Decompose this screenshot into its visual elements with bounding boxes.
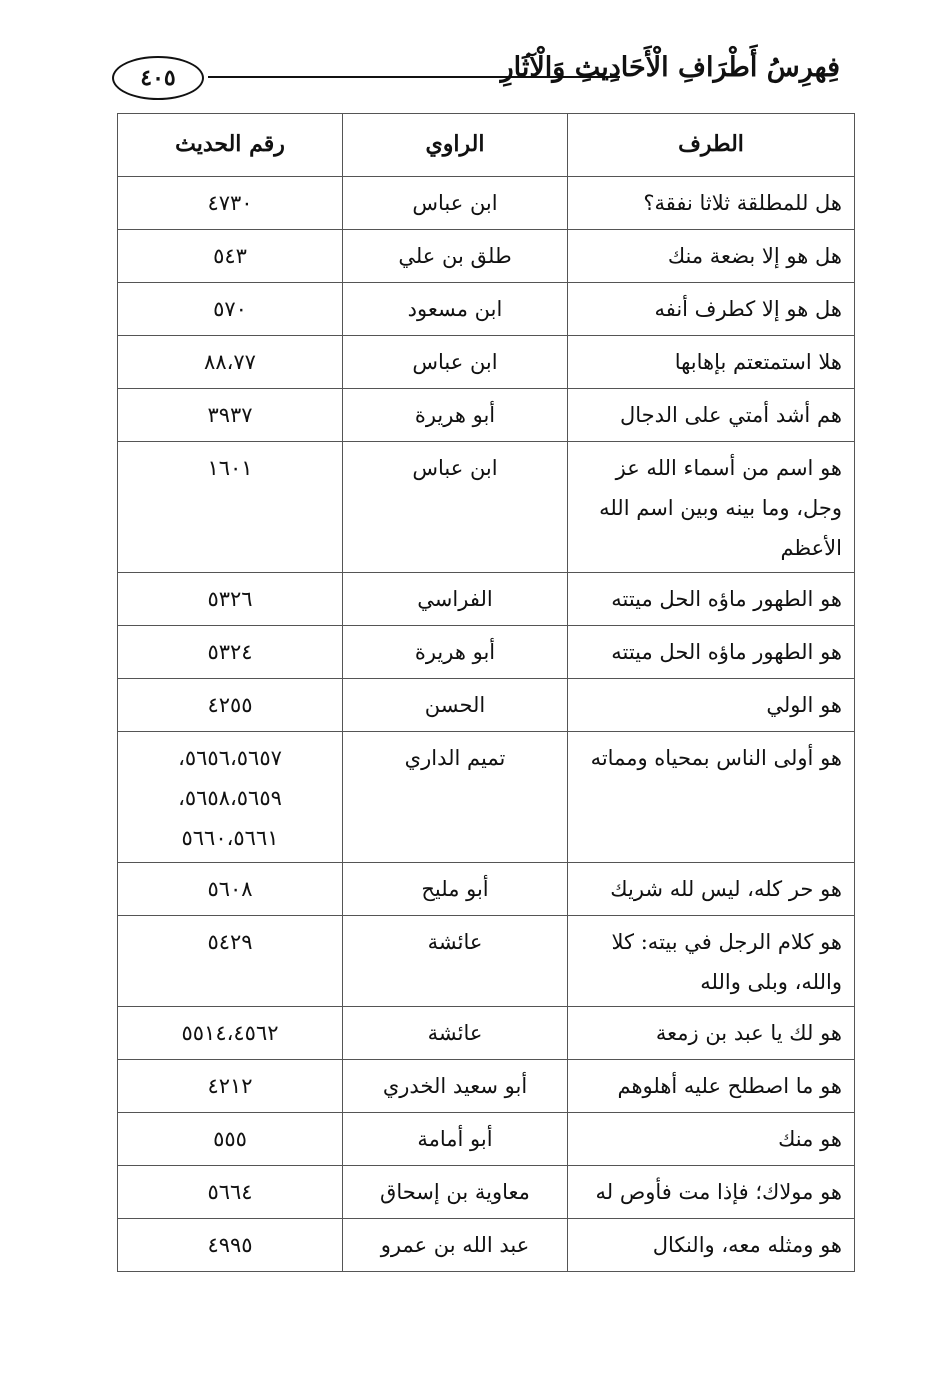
table-row [118,389,855,442]
table-row [118,1060,855,1113]
hadith-number-cell [118,442,343,573]
rawi-cell: أبو هريرة [343,389,568,442]
table-row [118,177,855,230]
hadith-number: ٥٥٥ [213,1127,247,1151]
rawi-cell: عائشة [343,916,568,1007]
rawi-cell: أبو هريرة [343,626,568,679]
taraf-cell: هل هو إلا كطرف أنفه [568,283,855,336]
hadith-number: ٥٤٣ [213,244,247,268]
hadith-number: ٥٥١٤،٤٥٦٢ [181,1021,279,1045]
rawi-cell: ابن عباس [343,442,568,573]
hadith-number: ٥٦٦٤ [207,1180,253,1204]
table-row [118,1113,855,1166]
hadith-number: ٤٢١٢ [207,1074,253,1098]
hadith-number-cell [118,573,343,626]
taraf-cell: هو الولي [568,679,855,732]
table-row [118,863,855,916]
table-row [118,1219,855,1272]
table-row [118,679,855,732]
rawi-cell: أبو مليح [343,863,568,916]
hadith-number: ٥٦٠٨ [207,877,253,901]
rawi-cell: أبو سعيد الخدري [343,1060,568,1113]
table-row [118,442,855,573]
taraf-cell: هو كلام الرجل في بيته: كلا والله، وبلى والله [568,916,855,1007]
hadith-number-cell [118,626,343,679]
taraf-cell: هو حر كله، ليس لله شريك [568,863,855,916]
hadith-number: ٥٣٢٤ [207,640,253,664]
taraf-cell: هو الطهور ماؤه الحل ميتته [568,573,855,626]
rawi-cell: ابن عباس [343,177,568,230]
table-row [118,1166,855,1219]
hadith-number-cell [118,1060,343,1113]
rawi-cell: الفراسي [343,573,568,626]
hadith-number: ٥٦٥٨،٥٦٥٩، [178,786,282,810]
hadith-number: ١٦٠١ [207,456,253,480]
hadith-number-cell [118,732,343,863]
taraf-cell: هو مولاك؛ فإذا مت فأوص له [568,1166,855,1219]
taraf-cell: هو لك يا عبد بن زمعة [568,1007,855,1060]
column-header-rawi: الراوي [343,114,568,177]
hadith-number: ٣٩٣٧ [207,403,253,427]
hadith-number: ٤٩٩٥ [207,1233,253,1257]
column-header-number: رقم الحديث [118,114,343,177]
rawi-cell: عائشة [343,1007,568,1060]
taraf-cell: هلا استمتعتم بإهابها [568,336,855,389]
rawi-cell: ابن عباس [343,336,568,389]
rawi-cell: ابن مسعود [343,283,568,336]
page-number: ٤٠٥ [112,56,204,100]
taraf-cell: هو أولى الناس بمحياه ومماته [568,732,855,863]
taraf-cell: هم أشد أمتي على الدجال [568,389,855,442]
table-row [118,916,855,1007]
column-header-taraf: الطرف [568,114,855,177]
hadith-number-cell [118,336,343,389]
hadith-index-table [117,113,855,1272]
hadith-number-cell [118,863,343,916]
rawi-cell: عبد الله بن عمرو [343,1219,568,1272]
table-row [118,626,855,679]
taraf-cell: هو ومثله معه، والنكال [568,1219,855,1272]
hadith-number: ٥٤٢٩ [207,930,253,954]
hadith-number: ٥٧٠ [213,297,247,321]
hadith-number: ٥٦٦٠،٥٦٦١ [181,826,279,850]
rawi-cell: أبو أمامة [343,1113,568,1166]
hadith-number: ٨٨،٧٧ [204,350,256,374]
taraf-cell: هو الطهور ماؤه الحل ميتته [568,626,855,679]
hadith-number: ٥٣٢٦ [207,587,253,611]
table-row [118,573,855,626]
taraf-cell: هل للمطلقة ثلاثا نفقة؟ [568,177,855,230]
taraf-cell: هو اسم من أسماء الله عز وجل، وما بينه وبين اسم الله الأعظم [568,442,855,573]
table-header-row [118,114,855,177]
table-row [118,732,855,863]
hadith-number-cell [118,679,343,732]
hadith-number-cell [118,283,343,336]
hadith-number-cell [118,1007,343,1060]
rawi-cell: طلق بن علي [343,230,568,283]
page-header [112,52,840,104]
rawi-cell: تميم الداري [343,732,568,863]
taraf-cell: هو ما اصطلح عليه أهلوهم [568,1060,855,1113]
page-title: فِهرِسُ أَطْرَافِ الْأَحَادِيثِ وَالْآثَارِ [500,52,840,83]
hadith-number-cell [118,230,343,283]
table-body [118,177,855,1272]
table-row [118,230,855,283]
hadith-number-cell [118,389,343,442]
table-row [118,1007,855,1060]
hadith-number: ٤٧٣٠ [207,191,253,215]
rawi-cell: معاوية بن إسحاق [343,1166,568,1219]
hadith-number-cell [118,1219,343,1272]
hadith-number-cell [118,177,343,230]
hadith-number-cell [118,1113,343,1166]
taraf-cell: هل هو إلا بضعة منك [568,230,855,283]
table-row [118,336,855,389]
taraf-cell: هو منك [568,1113,855,1166]
hadith-number-cell [118,1166,343,1219]
hadith-number: ٤٢٥٥ [207,693,253,717]
hadith-number: ٥٦٥٦،٥٦٥٧، [178,746,282,770]
hadith-number-cell [118,916,343,1007]
rawi-cell: الحسن [343,679,568,732]
table-row [118,283,855,336]
